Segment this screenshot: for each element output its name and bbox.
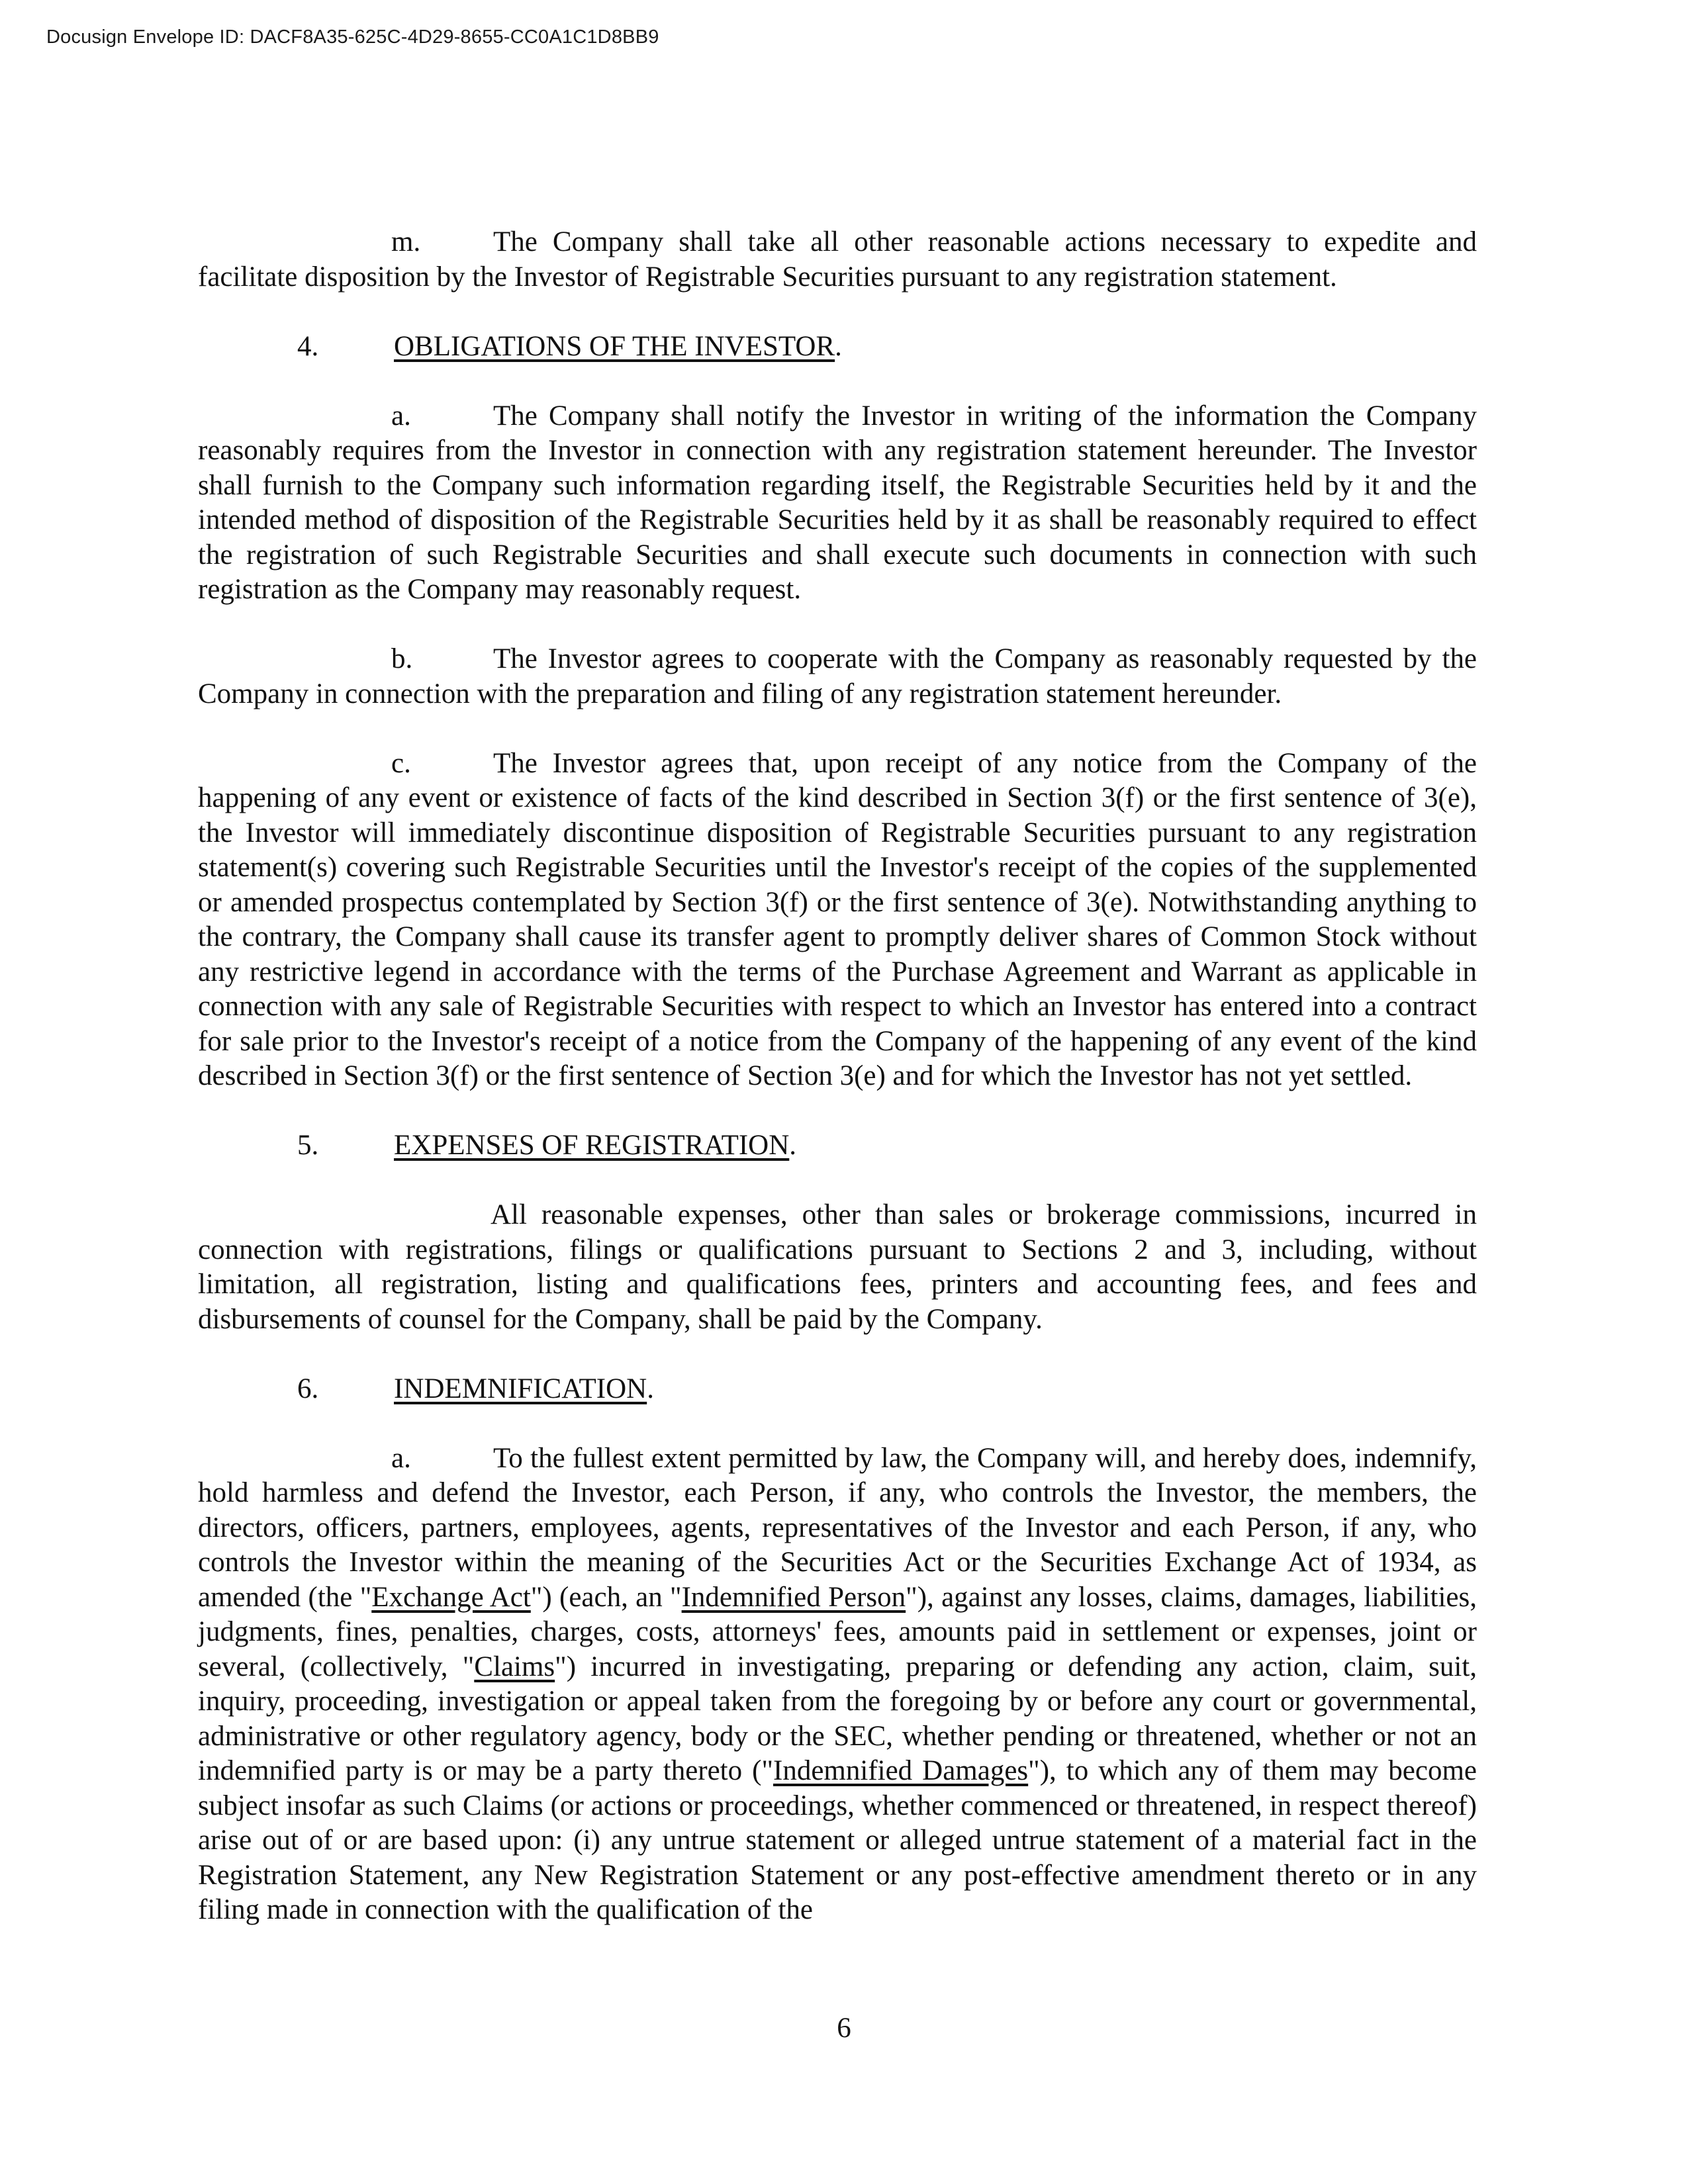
paragraph-text-part: ") incurred in investigating, preparing or defending any action, claim, suit, inquiry, proceeding, investigation or appeal taken from the foregoing by or before any court or governmental, administrative or other regulatory agency, body or the SEC, whether pending or threatened, whether or not an indemnified party is or may be a party thereto (" xyxy=(198,1651,1477,1786)
page-number: 6 xyxy=(837,2013,851,2044)
document-body xyxy=(198,225,1477,1962)
paragraph-text: The Company shall notify the Investor in writing of the information the Company reasonably requires from the Investor in connection with any registration statement hereunder. The Investor shall furnish to the Company such information regarding itself, the Registrable Securities held by it and the intended method of disposition of the Registrable Securities held by it as shall be reasonably required to effect the registration of such Registrable Securities and shall execute such documents in connection with such registration as the Company may reasonably request. xyxy=(198,400,1477,605)
paragraph-text-part: ") (each, an " xyxy=(530,1581,682,1613)
paragraph-marker: a. xyxy=(391,400,411,432)
paragraph-marker: m. xyxy=(391,226,421,257)
paragraph-4a xyxy=(198,399,1477,608)
paragraph-text: The Investor agrees to cooperate with the Company as reasonably requested by the Company in connection with the preparation and filing of any registration statement hereunder. xyxy=(198,643,1477,709)
paragraph-marker: c. xyxy=(391,747,411,779)
paragraph-text-part: "), to which any of them may become subject insofar as such Claims (or actions or proceedings, whether commenced or threatened, in respect thereof) arise out of or are based upon: (i) any untrue statement or alleged untrue statement of a material fact in the Registration Statement, any New Registration Statement or any post-effective amendment thereto or in any filing made in connection with the qualification of the xyxy=(198,1755,1477,1925)
paragraph-text-part: To the fullest extent permitted by law, the Company will, and hereby does, indemnify, hold harmless and defend the Investor, each Person, if any, who controls the Investor, the members, the directors, officers, partners, employees, agents, representatives of the Investor and each Person, if any, who controls the Investor within the meaning of the Securities Act or the Securities Exchange Act of 1934, as amended (the " xyxy=(198,1442,1477,1613)
paragraph-text: The Company shall take all other reasonable actions necessary to expedite and facilitate disposition by the Investor of Registrable Securities pursuant to any registration statement. xyxy=(198,226,1477,293)
section-title-suffix: . xyxy=(789,1130,797,1161)
paragraph-marker: a. xyxy=(391,1442,411,1474)
section-6-heading xyxy=(198,1372,1477,1407)
section-title-suffix: . xyxy=(647,1373,654,1404)
section-title: EXPENSES OF REGISTRATION xyxy=(394,1130,790,1161)
section-number: 4. xyxy=(297,330,319,362)
paragraph-text-part: "), against any losses, claims, damages, liabilities, judgments, fines, penalties, charges, costs, attorneys' fees, amounts paid in settlement or expenses, joint or several, (collectively, " xyxy=(198,1581,1477,1682)
section-number: 5. xyxy=(297,1130,319,1161)
paragraph-6a xyxy=(198,1441,1477,1928)
defined-term-indemnified-person: Indemnified Person xyxy=(681,1581,906,1613)
section-number: 6. xyxy=(297,1373,319,1404)
section-4-heading xyxy=(198,330,1477,365)
section-title: INDEMNIFICATION xyxy=(394,1373,647,1404)
paragraph-marker: b. xyxy=(391,643,413,674)
envelope-id: Docusign Envelope ID: DACF8A35-625C-4D29-8655-CC0A1C1D8BB9 xyxy=(46,26,659,48)
defined-term-claims: Claims xyxy=(474,1651,555,1682)
section-title-suffix: . xyxy=(835,330,842,362)
paragraph-text: All reasonable expenses, other than sales or brokerage commissions, incurred in connection with registrations, filings or qualifications pursuant to Sections 2 and 3, including, without limitation, all registration, listing and qualifications fees, printers and accounting fees, and fees and disbursements of counsel for the Company, shall be paid by the Company. xyxy=(198,1199,1477,1335)
paragraph-4b xyxy=(198,642,1477,711)
section-title: OBLIGATIONS OF THE INVESTOR xyxy=(394,330,835,362)
defined-term-indemnified-damages: Indemnified Damages xyxy=(773,1755,1029,1786)
paragraph-text: The Investor agrees that, upon receipt of any notice from the Company of the happening of any event or existence of facts of the kind described in Section 3(f) or the first sentence of 3(e), the Investor will immediately discontinue disposition of Registrable Securities pursuant to any registration statement(s) covering such Registrable Securities until the Investor's receipt of the copies of the supplemented or amended prospectus contemplated by Section 3(f) or the first sentence of 3(e). Notwithstanding anything to the contrary, the Company shall cause its transfer agent to promptly deliver shares of Common Stock without any restrictive legend in accordance with the terms of the Purchase Agreement and Warrant as applicable in connection with any sale of Registrable Securities with respect to which an Investor has entered into a contract for sale prior to the Investor's receipt of a notice from the Company of the happening of any event of the kind described in Section 3(f) or the first sentence of Section 3(e) and for which the Investor has not yet settled. xyxy=(198,747,1477,1091)
paragraph-4c xyxy=(198,747,1477,1094)
paragraph-5 xyxy=(198,1198,1477,1337)
section-5-heading xyxy=(198,1128,1477,1163)
paragraph-3m xyxy=(198,225,1477,295)
defined-term-exchange-act: Exchange Act xyxy=(371,1581,531,1613)
